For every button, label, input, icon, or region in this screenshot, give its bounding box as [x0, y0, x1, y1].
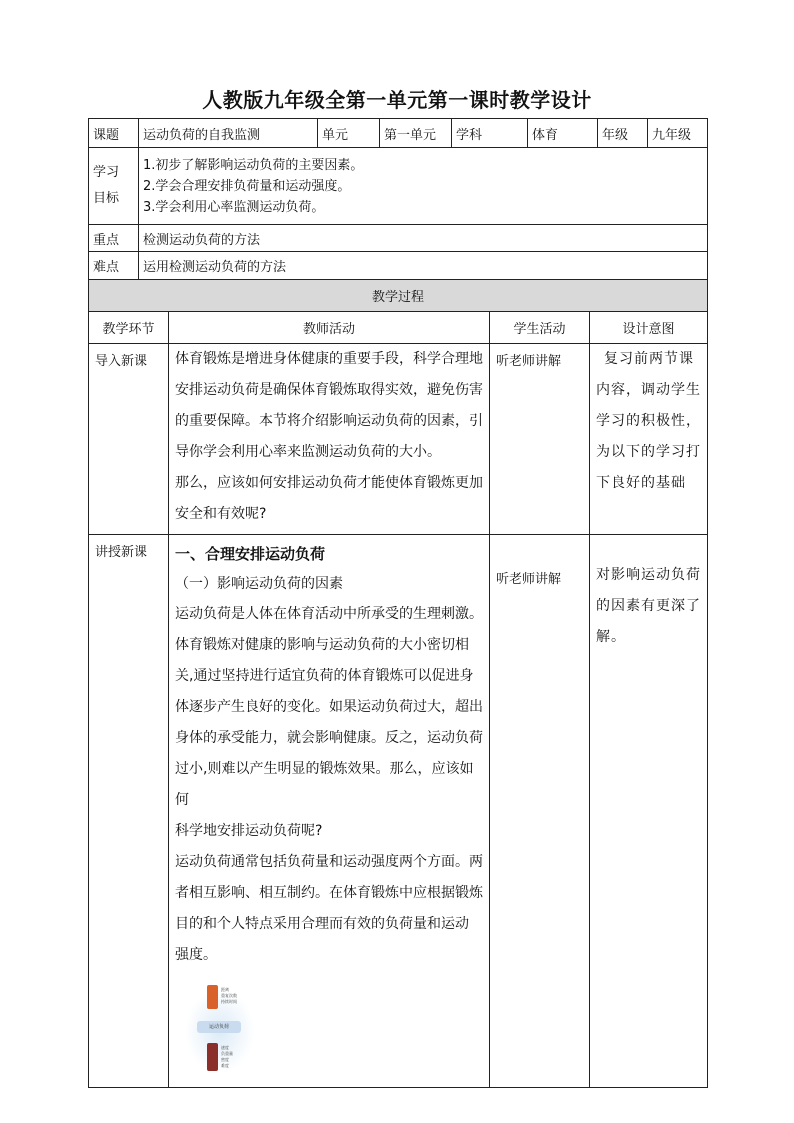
- lecture-intent: 对影响运动负荷 的因素有更深了 解。: [590, 535, 708, 1088]
- sub-heading: （一）影响运动负荷的因素: [175, 576, 343, 592]
- unit-label: 单元: [318, 119, 380, 148]
- key-label: 重点: [89, 225, 139, 252]
- page-title: 人教版九年级全第一单元第一课时教学设计: [202, 88, 592, 112]
- topic-label: 课题: [89, 119, 139, 148]
- top-items: 距离 重复次数 持续时间: [221, 987, 237, 1004]
- topic-value: 运动负荷的自我监测: [139, 119, 318, 148]
- difficulty-label: 难点: [89, 252, 139, 280]
- intro-intent: 复习前两节课 内容，调动学生 学习的积极性， 为以下的学习打 下良好的基础: [590, 344, 708, 535]
- process-header: 教学过程: [89, 280, 708, 312]
- lecture-stage: 讲授新课: [89, 535, 169, 1088]
- key-value: 检测运动负荷的方法: [139, 225, 708, 252]
- lecture-teacher: 一、合理安排运动负荷 （一）影响运动负荷的因素 运动负荷是人体在体育活动中所承受的生理刺激。 体育锻炼对健康的影响与运动负荷的大小密切相 关,通过坚持进行适宜负荷的体育锻炼可以促进身 体逐步产生良好的变化。如果运动负荷过大，超出 身体的承受能力，就会影响健康。反之，运动负荷 过小,则难以产生明显的锻炼效果。那么，应该如何 科学地安排运动负荷呢? 运动负荷通常包括负荷量和运动强度两个方面。两 者相互影响、相互制约。在体育锻炼中应根据锻炼 目的和个人特点采用合理而有效的负荷量和运动 强度。 距离 重复次数 持续时间 运动负荷 速度 负重量 密度 难度: [169, 535, 490, 1088]
- grade-label: 年级: [598, 119, 648, 148]
- grade-value: 九年级: [648, 119, 708, 148]
- intro-stage: 导入新课: [89, 344, 169, 535]
- column-header-row: [89, 312, 708, 344]
- subject-label: 学科: [452, 119, 528, 148]
- volume-box: [207, 985, 218, 1009]
- goal-item: 3.学会利用心率监测运动负荷。: [143, 199, 325, 215]
- lecture-student: 听老师讲解: [490, 535, 590, 1088]
- intro-row: [89, 344, 708, 535]
- load-factors-diagram: [185, 981, 275, 1081]
- difficulty-value: 运用检测运动负荷的方法: [139, 252, 708, 280]
- col-teacher: 教师活动: [169, 312, 490, 344]
- goals-row: [89, 148, 708, 225]
- goal-item: 1.初步了解影响运动负荷的主要因素。: [143, 157, 364, 173]
- col-intent: 设计意图: [590, 312, 708, 344]
- intro-teacher: 体育锻炼是增进身体健康的重要手段，科学合理地 安排运动负荷是确保体育锻炼取得实效，避免伤害 的重要保障。本节将介绍影响运动负荷的因素，引 导你学会利用心率来监测运动负荷的大小。 那么，应该如何安排运动负荷才能使体育锻炼更加 安全和有效呢?: [169, 344, 490, 535]
- subject-value: 体育: [528, 119, 598, 148]
- unit-value: 第一单元: [380, 119, 452, 148]
- bottom-items: 速度 负重量 密度 难度: [221, 1045, 233, 1068]
- process-header-row: [89, 280, 708, 312]
- lecture-row: [89, 535, 708, 1088]
- teaching-process-table: [88, 279, 708, 1088]
- goal-item: 2.学会合理安排负荷量和运动强度。: [143, 178, 351, 194]
- goals-list: [139, 148, 708, 225]
- goals-label: 学习 目标: [89, 148, 139, 225]
- section-heading: 一、合理安排运动负荷: [175, 545, 326, 563]
- col-stage: 教学环节: [89, 312, 169, 344]
- difficulty-row: [89, 252, 708, 280]
- intro-student: 听老师讲解: [490, 344, 590, 535]
- lesson-info-table: [88, 118, 708, 280]
- topic-row: [89, 119, 708, 148]
- intensity-box: [207, 1043, 218, 1071]
- col-student: 学生活动: [490, 312, 590, 344]
- diagram-center-label: 运动负荷: [197, 1021, 241, 1033]
- key-row: [89, 225, 708, 252]
